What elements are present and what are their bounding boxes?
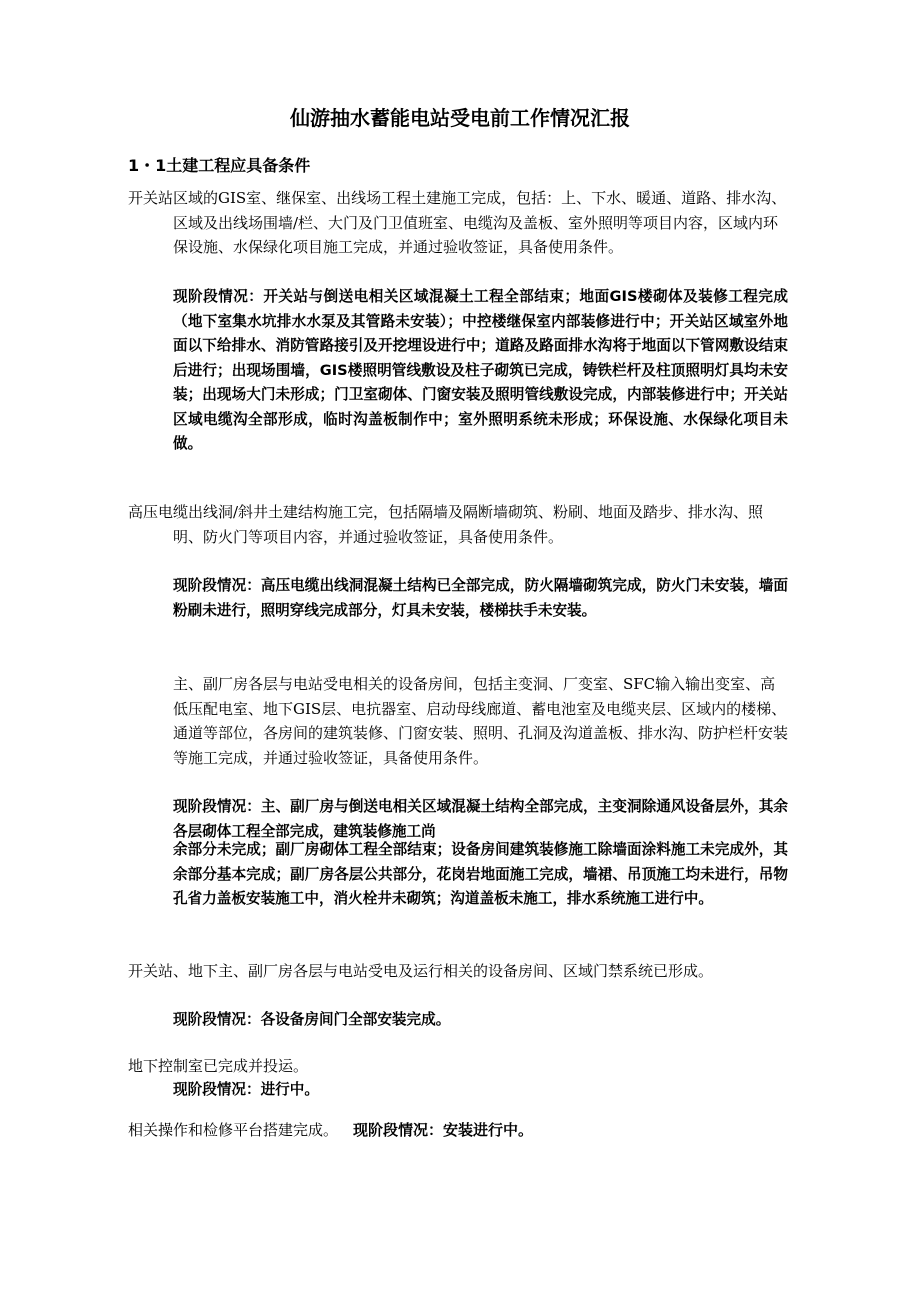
requirement-text: 相关操作和检修平台搭建完成。 [128,1121,339,1139]
status-text: 现阶段情况：开关站与倒送电相关区域混凝土工程全部结束；地面GIS楼砌体及装修工程完成（地下室集水坑排水水泵及其管路未安装）；中控楼继保室内部装修进行中；开关站区域室外地面以下给排水、消防管路接引及开挖埋设进行中；道路及路面排水沟将于地面以下管网敷设结束后进行；出现场围墙，GIS楼照明管线敷设及柱子砌筑已完成，铸铁栏杆及柱顶照明灯具均未安装；出现场大门未形成；门卫室砌体、门窗安装及照明管线敷设完成，内部装修进行中；开关站区域电缆沟全部形成，临时沟盖板制作中；室外照明系统未形成；环保设施、水保绿化项目未做。 [173,288,788,452]
requirement-text: 地下控制室已完成并投运。 [128,1057,309,1075]
requirement-text: 开关站区域的GIS室、继保室、出线场工程土建施工完成，包括：上、下水、暖通、道路、排水沟、区域及出线场围墙/栏、大门及门卫值班室、电缆沟及盖板、室外照明等项目内容，区域内环保设施、水保绿化项目施工完成，并通过验收签证，具备使用条件。 [128,189,787,256]
section-heading: 1・1土建工程应具备条件 [128,156,311,175]
status-text: 现阶段情况：各设备房间门全部安装完成。 [173,1011,451,1028]
requirement-text: 开关站、地下主、副厂房各层与电站受电及运行相关的设备房间、区域门禁系统已形成。 [128,962,714,980]
spacer [338,1121,353,1139]
status-text: 现阶段情况：安装进行中。 [353,1121,534,1139]
status-text: 余部分未完成；副厂房砌体工程全部结束；设备房间建筑装修施工除墙面涂料施工未完成外，其余部分基本完成；副厂房各层公共部分，花岗岩地面施工完成，墙裙、吊顶施工均未进行，吊物孔省力盖板安装施工中，消火栓井未砌筑；沟道盖板未施工，排水系统施工进行中。 [173,841,788,907]
requirement-text: 主、副厂房各层与电站受电相关的设备房间，包括主变洞、厂变室、SFC输入输出变室、高低压配电室、地下GIS层、电抗器室、启动母线廊道、蓄电池室及电缆夹层、区域内的楼梯、通道等部位，各房间的建筑装修、门窗安装、照明、孔洞及沟道盖板、排水沟、防护栏杆安装等施工完成，并通过验收签证，具备使用条件。 [173,675,789,767]
requirement-text: 高压电缆出线洞/斜井土建结构施工完，包括隔墙及隔断墙砌筑、粉刷、地面及踏步、排水沟、照明、防火门等项目内容，并通过验收签证，具备使用条件。 [128,503,764,546]
status-text: 现阶段情况：进行中。 [173,1081,319,1098]
requirement-line [128,1118,788,1143]
status-text: 现阶段情况：主、副厂房与倒送电相关区域混凝土结构全部完成，主变洞除通风设备层外，其余各层砌体工程全部完成，建筑装修施工尚 [173,798,788,840]
status-text: 现阶段情况：高压电缆出线洞混凝土结构已全部完成，防火隔墙砌筑完成，防火门未安装，墙面粉刷未进行，照明穿线完成部分，灯具未安装，楼梯扶手未安装。 [173,577,788,619]
document-title: 仙游抽水蓄能电站受电前工作情况汇报 [290,106,630,130]
